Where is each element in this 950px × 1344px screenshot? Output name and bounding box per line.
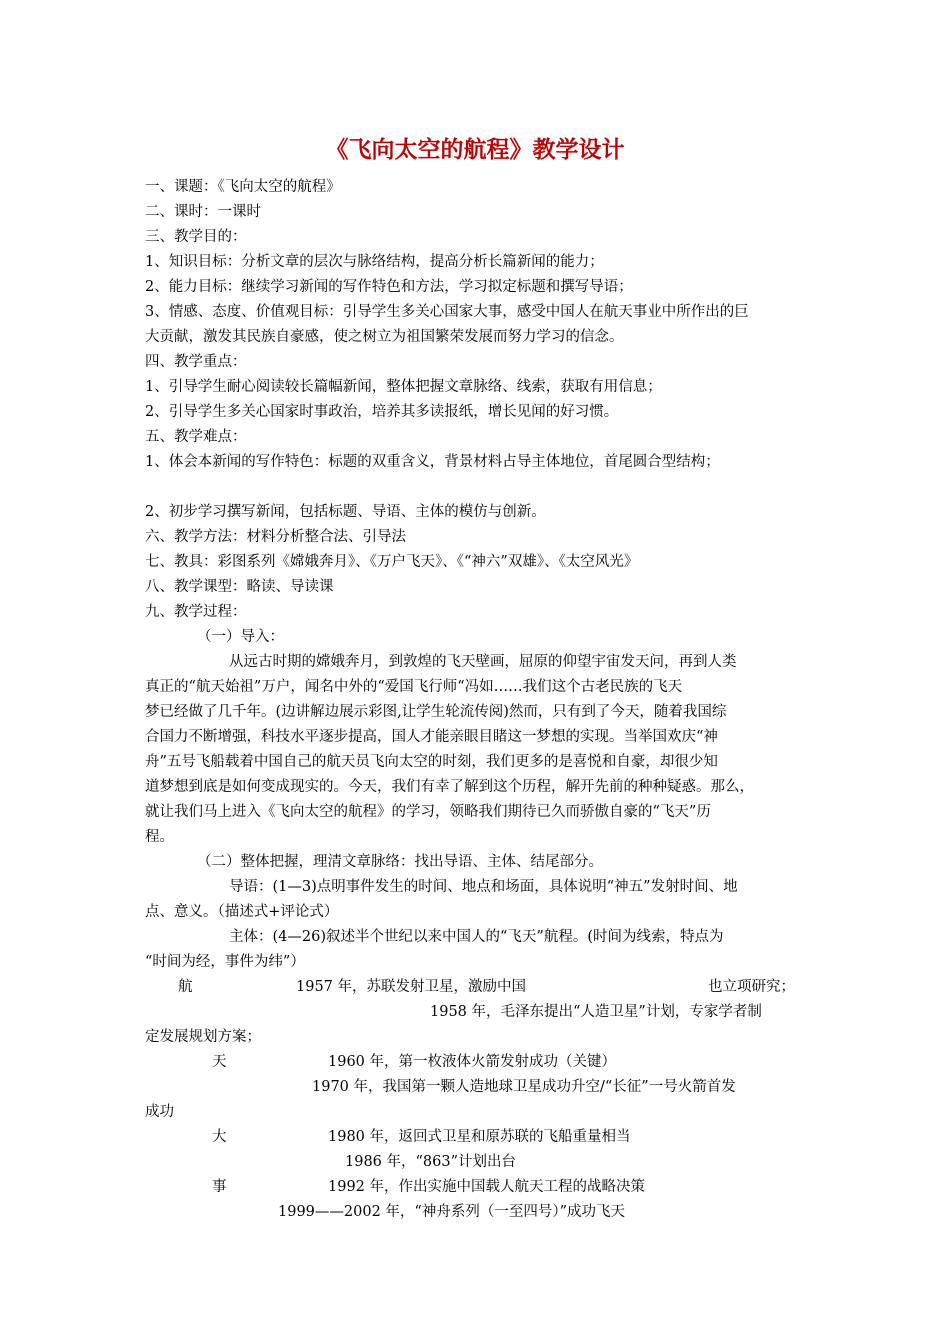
text-line: 八、教学课型：略读、导读课 — [145, 579, 334, 595]
timeline-entry: 定发展规划方案； — [145, 1029, 261, 1045]
timeline-char: 事 — [212, 1179, 227, 1195]
timeline-char: 航 — [178, 979, 193, 995]
text-line: 六、教学方法：材料分析整合法、引导法 — [145, 529, 406, 545]
timeline-entry: 1960 年，第一枚液体火箭发射成功（关键） — [328, 1054, 617, 1070]
timeline-entry: 1980 年，返回式卫星和原苏联的飞船重量相当 — [328, 1129, 631, 1145]
text-line: 从远古时期的嫦娥奔月，到敦煌的飞天壁画，屈原的仰望宇宙发天问，再到人类 — [229, 654, 737, 670]
timeline-char: 大 — [212, 1129, 227, 1145]
text-line: 真正的“航天始祖”万户，闻名中外的“爱国飞行师“冯如……我们这个古老民族的飞天 — [145, 679, 683, 695]
text-line: 2、引导学生多关心国家时事政治，培养其多读报纸，增长见闻的好习惯。 — [145, 404, 619, 420]
text-line: 合国力不断增强，科技水平逐步提高，国人才能亲眼目睹这一梦想的实现。当举国欢庆“神 — [145, 729, 718, 745]
text-line: 就让我们马上进入《飞向太空的航程》的学习，领略我们期待已久而骄傲自豪的“飞天”历 — [145, 804, 711, 820]
text-line: 大贡献，激发其民族自豪感，使之树立为祖国繁荣发展而努力学习的信念。 — [145, 329, 624, 345]
text-line: 九、教学过程： — [145, 604, 247, 620]
text-line: 舟”五号飞船载着中国自己的航天员飞向太空的时刻，我们更多的是喜悦和自豪，却很少知 — [145, 754, 718, 770]
text-line: 1、知识目标：分析文章的层次与脉络结构，提高分析长篇新闻的能力； — [145, 254, 604, 270]
timeline-entry: 1986 年，“863”计划出台 — [345, 1154, 517, 1170]
text-line: （二）整体把握，理清文章脉络：找出导语、主体、结尾部分。 — [197, 854, 603, 870]
timeline-entry: 也立项研究； — [708, 979, 795, 995]
text-line: 五、教学难点： — [145, 429, 247, 445]
text-line: 导语：(1—3)点明事件发生的时间、地点和场面，具体说明“神五”发射时间、地 — [229, 879, 738, 895]
timeline-entry: 1958 年，毛泽东提出“人造卫星”计划，专家学者制 — [430, 1004, 762, 1020]
text-line: 3、情感、态度、价值观目标：引导学生多关心国家大事，感受中国人在航天事业中所作出的巨 — [145, 304, 749, 320]
text-line: 四、教学重点： — [145, 354, 247, 370]
text-line: 点、意义。（描述式+评论式） — [145, 904, 339, 920]
text-line: 2、能力目标：继续学习新闻的写作特色和方法，学习拟定标题和撰写导语； — [145, 279, 633, 295]
timeline-char: 天 — [212, 1054, 227, 1070]
document-title: 《飞向太空的航程》教学设计 — [325, 137, 625, 163]
text-line: 一、课题：《飞向太空的航程》 — [145, 179, 341, 195]
text-line: 二、课时：一课时 — [145, 204, 261, 220]
timeline-entry: 1957 年，苏联发射卫星，激励中国 — [296, 979, 527, 995]
text-line: 1、引导学生耐心阅读较长篇幅新闻，整体把握文章脉络、线索，获取有用信息； — [145, 379, 662, 395]
text-line: 1、体会本新闻的写作特色：标题的双重含义，背景材料占导主体地位，首尾圆合型结构； — [145, 454, 720, 470]
text-line: 七、教具：彩图系列《嫦娥奔月》、《万户飞天》、《“神六”双雄》、《太空风光》 — [145, 554, 639, 570]
timeline-entry: 成功 — [145, 1104, 174, 1120]
text-line: 2、初步学习撰写新闻，包括标题、导语、主体的模仿与创新。 — [145, 504, 546, 520]
timeline-entry: 1992 年，作出实施中国载人航天工程的战略决策 — [328, 1179, 646, 1195]
timeline-entry: 1999——2002 年，“神舟系列（一至四号）”成功飞天 — [278, 1204, 625, 1220]
text-line: 主体：(4—26)叙述半个世纪以来中国人的“飞天”航程。(时间为线索，特点为 — [229, 929, 724, 945]
text-line: 梦已经做了几千年。(边讲解边展示彩图,让学生轮流传阅)然而，只有到了今天，随着我国综 — [145, 704, 727, 720]
timeline-entry: 1970 年，我国第一颗人造地球卫星成功升空/“长征”一号火箭首发 — [312, 1079, 736, 1095]
text-line: “时间为经，事件为纬”） — [145, 954, 305, 970]
text-line: （一）导入： — [197, 629, 284, 645]
text-line: 三、教学目的： — [145, 229, 247, 245]
text-line: 道梦想到底是如何变成现实的。今天，我们有幸了解到这个历程，解开先前的种种疑惑。那么， — [145, 779, 754, 795]
text-line: 程。 — [145, 829, 174, 845]
